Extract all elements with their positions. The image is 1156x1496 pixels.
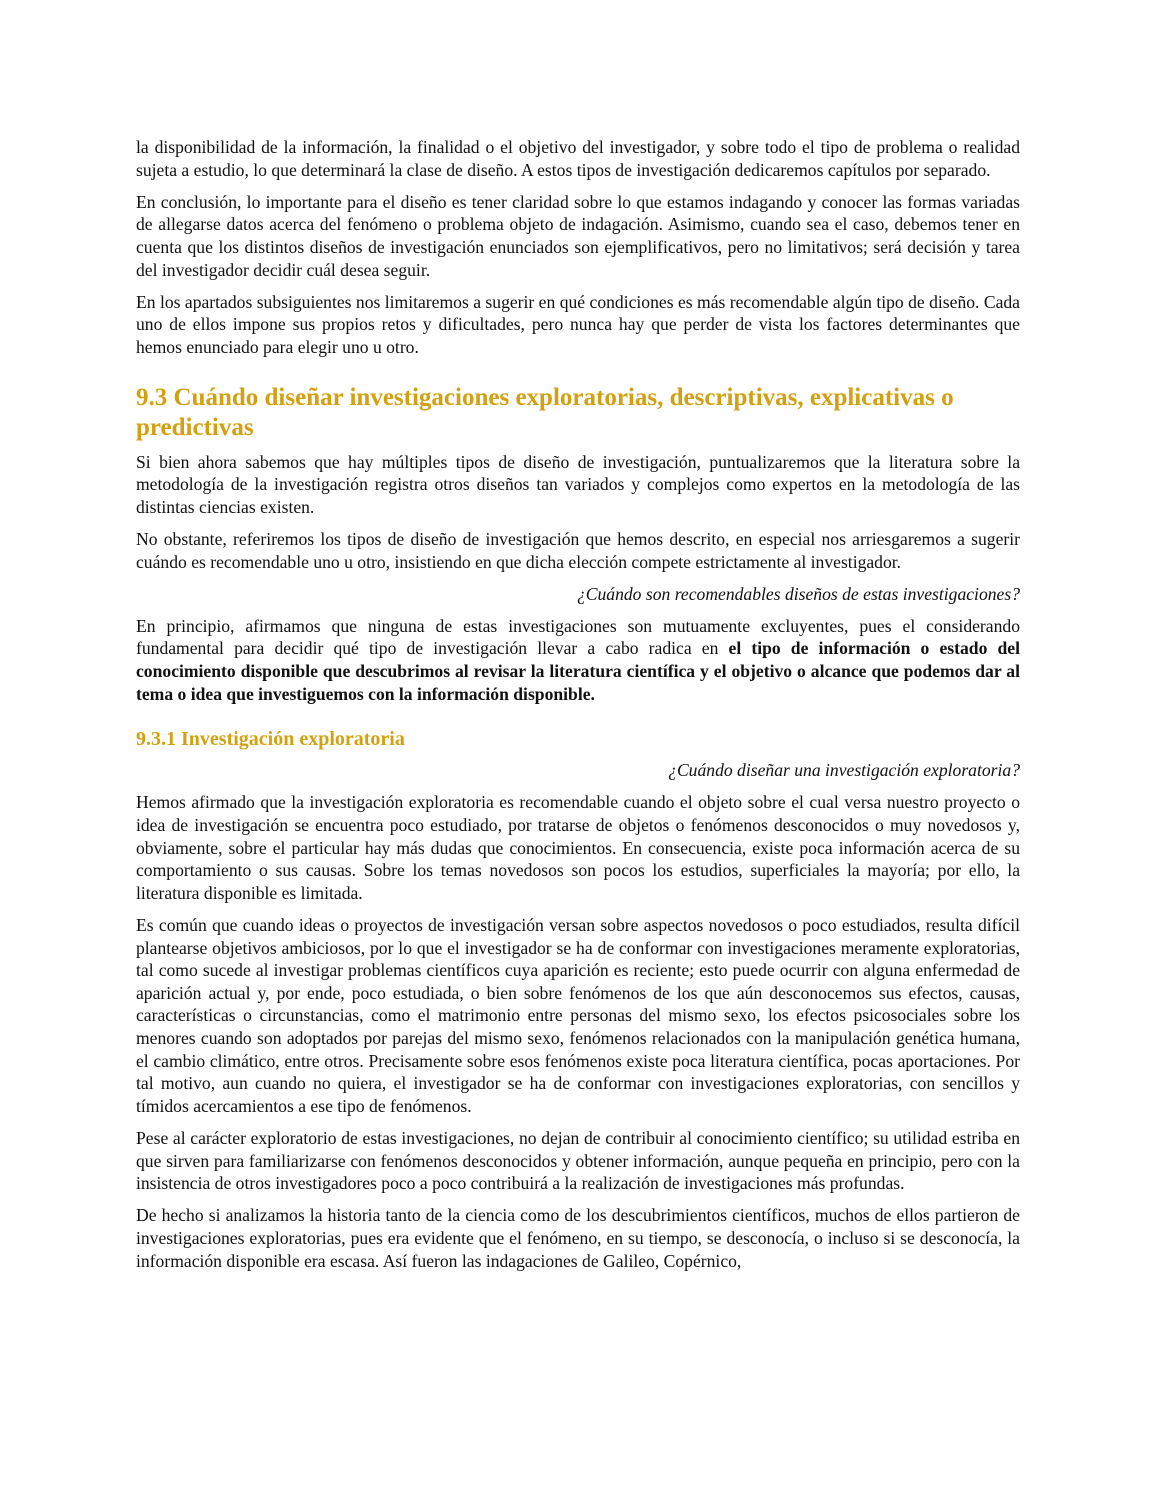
document-page (136, 136, 1020, 1282)
principle-text: En principio, afirmamos que ninguna de estas investigaciones son mutuamente excluyentes, pues el considerando fundamental para decidir qué tipo de investigación llevar a cabo radica en (136, 615, 1020, 659)
paragraph: De hecho si analizamos la historia tanto de la ciencia como de los descubrimientos científicos, muchos de ellos partieron de investigaciones exploratorias, pues era evidente que el fenómeno, en su tiempo, se desconocía, o incluso si se desconocía, la información disponible era escasa. Así fueron las indagaciones de Galileo, Copérnico, (136, 1205, 1020, 1271)
principle-paragraph (136, 615, 1020, 705)
section-heading: 9.3 Cuándo diseñar investigaciones exploratorias, descriptivas, explicativas o predictivas (136, 383, 954, 442)
paragraph: En los apartados subsiguientes nos limitaremos a sugerir en qué condiciones es más recomendable algún tipo de diseño. Cada uno de ellos impone sus propios retos y dificultades, pero nunca hay que perder de vista los factores determinantes que hemos enunciado para elegir uno u otro. (136, 291, 1020, 357)
paragraph: Pese al carácter exploratorio de estas investigaciones, no dejan de contribuir al conocimiento científico; su utilidad estriba en que sirven para familiarizarse con fenómenos desconocidos y obtener información, aunque pequeña en principio, pero con la insistencia de otros investigadores poco a poco contribuirá a la realización de investigaciones más profundas. (136, 1127, 1020, 1194)
paragraph: Hemos afirmado que la investigación exploratoria es recomendable cuando el objeto sobre el cual versa nuestro proyecto o idea de investigación se encuentra poco estudiado, por tratarse de objetos o fenómenos desconocidos o muy novedosos y, obviamente, sobre el particular hay más dudas que conocimientos. En consecuencia, existe poca información acerca de su comportamiento o sus causas. Sobre los temas novedosos son pocos los estudios, superficiales la mayoría; por ello, la literatura disponible es limitada. (136, 792, 1020, 903)
subsection-heading: 9.3.1 Investigación exploratoria (136, 728, 405, 751)
guiding-question: ¿Cuándo diseñar una investigación exploratoria? (668, 760, 1020, 781)
paragraph: Si bien ahora sabemos que hay múltiples tipos de diseño de investigación, puntualizaremos que la literatura sobre la metodología de la investigación registra otros diseños tan variados y complejos como expertos en la metodología de las distintas ciencias existen. (136, 451, 1020, 517)
principle-emphasis: el tipo de información o estado del conocimiento disponible que descubrimos al revisar la literatura científica y el objetivo o alcance que podemos dar al tema o idea que investiguemos con la información disponible. (136, 638, 1020, 704)
paragraph: No obstante, referiremos los tipos de diseño de investigación que hemos descrito, en especial nos arriesgaremos a sugerir cuándo es recomendable uno u otro, insistiendo en que dicha elección compete estrictamente al investigador. (136, 528, 1020, 572)
paragraph: En conclusión, lo importante para el diseño es tener claridad sobre lo que estamos indagando y conocer las formas variadas de allegarse datos acerca del fenómeno o problema objeto de indagación. Asimismo, cuando sea el caso, debemos tener en cuenta que los distintos diseños de investigación enunciados son ejemplificativos, pero no limitativos; será decisión y tarea del investigador decidir cuál desea seguir. (136, 191, 1020, 280)
guiding-question: ¿Cuándo son recomendables diseños de estas investigaciones? (576, 583, 1020, 604)
paragraph: la disponibilidad de la información, la finalidad o el objetivo del investigador, y sobre todo el tipo de problema o realidad sujeta a estudio, lo que determinará la clase de diseño. A estos tipos de investigación dedicaremos capítulos por separado. (136, 137, 1020, 180)
paragraph: Es común que cuando ideas o proyectos de investigación versan sobre aspectos novedosos o poco estudiados, resulta difícil plantearse objetivos ambiciosos, por lo que el investigador se ha de conformar con investigaciones meramente exploratorias, tal como sucede al investigar problemas científicos cuya aparición es reciente; esto puede ocurrir con alguna enfermedad de aparición actual y, por ende, poco estudiada, o bien sobre fenómenos de los que aún desconocemos sus efectos, causas, características o circunstancias, como el matrimonio entre personas del mismo sexo, los efectos psicosociales sobre los menores cuando son adoptados por parejas del mismo sexo, fenómenos relacionados con la manipulación genética humana, el cambio climático, entre otros. Precisamente sobre esos fenómenos existe poca literatura científica, pocas aportaciones. Por tal motivo, aun cuando no quiera, el investigador se ha de conformar con investigaciones exploratorias, con sencillos y tímidos acercamientos a ese tipo de fenómenos. (136, 915, 1020, 1116)
